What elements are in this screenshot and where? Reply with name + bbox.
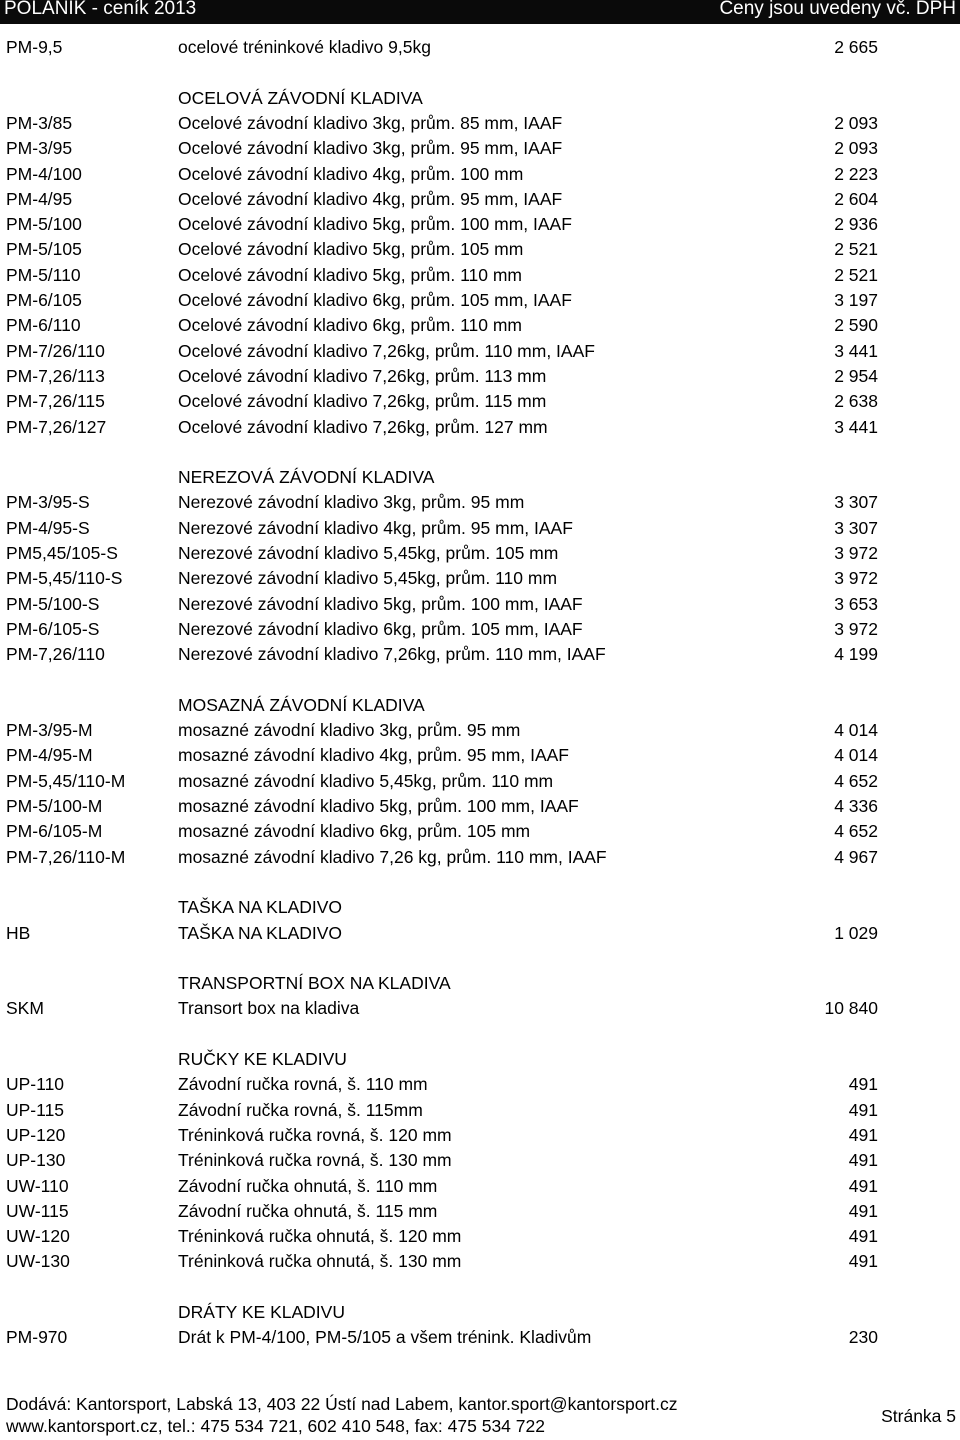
product-description: Tréninková ručka rovná, š. 120 mm: [178, 1124, 452, 1145]
product-price: 491: [848, 1200, 878, 1221]
table-row: [0, 262, 960, 288]
product-code: PM-6/105-S: [6, 618, 100, 639]
product-description: Nerezové závodní kladivo 5,45kg, prům. 105 mm: [178, 543, 559, 563]
product-description: Ocelové závodní kladivo 4kg, prům. 100 mm: [178, 163, 524, 184]
product-price: 4 652: [834, 770, 878, 791]
product-description: Závodní ručka ohnutá, š. 115 mm: [178, 1200, 438, 1221]
table-row: [0, 515, 960, 541]
product-price: 491: [848, 1099, 878, 1120]
table-row: [0, 540, 960, 566]
product-code: PM-4/100: [6, 163, 82, 184]
product-description: mosazné závodní kladivo 3kg, prům. 95 mm: [178, 720, 521, 741]
product-price: 2 665: [834, 37, 878, 57]
product-price: 2 590: [834, 315, 878, 336]
product-code: PM-3/95-M: [6, 720, 93, 741]
vat-note: Ceny jsou uvedeny vč. DPH: [719, 0, 956, 19]
section-title: TAŠKA NA KLADIVO: [178, 897, 343, 918]
table-row: [0, 1173, 960, 1199]
product-description: mosazné závodní kladivo 5,45kg, prům. 110 mm: [178, 770, 554, 791]
product-price: 3 307: [834, 517, 878, 538]
product-description: Ocelové závodní kladivo 3kg, prům. 85 mm, IAAF: [178, 112, 563, 133]
product-price: 3 972: [834, 543, 878, 563]
table-row: [0, 1097, 960, 1123]
product-code: PM-5/105: [6, 239, 82, 260]
product-description: mosazné závodní kladivo 7,26 kg, prům. 110 mm, IAAF: [178, 846, 607, 867]
product-code: PM-3/95-S: [6, 492, 90, 513]
product-price: 2 223: [834, 163, 878, 184]
product-description: Nerezové závodní kladivo 6kg, prům. 105 mm, IAAF: [178, 618, 583, 639]
table-row: [0, 287, 960, 313]
product-code: PM-4/95-M: [6, 745, 93, 766]
product-code: PM-3/95: [6, 138, 73, 159]
product-code: PM-5/100-S: [6, 593, 100, 614]
product-code: UP-120: [6, 1124, 66, 1145]
product-price: 491: [848, 1074, 878, 1095]
product-price: 2 954: [834, 365, 878, 386]
product-description: Ocelové závodní kladivo 7,26kg, prům. 113 mm: [178, 365, 547, 386]
product-price: 491: [848, 1226, 878, 1247]
product-description: Drát k PM-4/100, PM-5/105 a všem trénink. Kladivům: [178, 1327, 592, 1348]
section-title: TRANSPORTNÍ BOX NA KLADIVA: [178, 973, 451, 994]
supplier-address: Dodává: Kantorsport, Labská 13, 403 22 Ústí nad Labem, kantor.sport@kantorsport.cz: [6, 1394, 678, 1414]
product-price: 3 441: [834, 416, 878, 437]
product-code: UP-115: [6, 1099, 65, 1120]
product-price: 4 199: [834, 644, 878, 665]
product-code: PM-7,26/113: [6, 365, 105, 386]
table-row: [0, 489, 960, 515]
product-code: PM-7,26/110-M: [6, 846, 126, 867]
table-row: [0, 338, 960, 364]
product-description: Transort box na kladiva: [178, 998, 360, 1019]
product-code: HB: [6, 922, 31, 943]
product-description: Tréninková ručka rovná, š. 130 mm: [178, 1150, 452, 1171]
product-description: TAŠKA NA KLADIVO: [178, 922, 343, 943]
table-row: [0, 363, 960, 389]
product-description: Ocelové závodní kladivo 5kg, prům. 105 mm: [178, 239, 524, 260]
product-price: 3 972: [834, 568, 878, 589]
table-row: [0, 236, 960, 262]
product-price: 3 441: [834, 340, 878, 361]
product-price: 2 521: [834, 264, 878, 285]
table-row: [0, 920, 960, 946]
table-row: [0, 717, 960, 743]
product-price: 3 972: [834, 618, 878, 639]
product-price: 2 638: [834, 391, 878, 412]
product-price: 3 197: [834, 290, 878, 310]
product-code: PM-970: [6, 1327, 68, 1348]
table-row: [0, 1248, 960, 1274]
product-description: Ocelové závodní kladivo 7,26kg, prům. 110 mm, IAAF: [178, 340, 595, 361]
product-description: Nerezové závodní kladivo 7,26kg, prům. 110 mm, IAAF: [178, 644, 606, 665]
product-code: UW-130: [6, 1251, 70, 1272]
product-code: PM5,45/105-S: [6, 543, 118, 563]
product-code: PM-5,45/110-S: [6, 568, 123, 589]
product-price: 3 653: [834, 593, 878, 614]
pricelist-title: POLANIK - ceník 2013: [4, 0, 197, 19]
product-description: Nerezové závodní kladivo 5kg, prům. 100 mm, IAAF: [178, 593, 583, 614]
table-row: [0, 641, 960, 667]
product-description: Ocelové závodní kladivo 3kg, prům. 95 mm, IAAF: [178, 138, 563, 159]
product-price: 491: [848, 1124, 878, 1145]
product-description: mosazné závodní kladivo 5kg, prům. 100 mm, IAAF: [178, 796, 579, 816]
table-row: [0, 768, 960, 794]
table-row: [0, 565, 960, 591]
table-row: [0, 135, 960, 161]
product-description: Ocelové závodní kladivo 7,26kg, prům. 115 mm: [178, 391, 547, 412]
table-row: [0, 1324, 960, 1350]
product-price: 2 521: [834, 239, 878, 260]
product-code: UW-110: [6, 1175, 69, 1196]
page-header: [0, 0, 960, 24]
product-description: Ocelové závodní kladivo 5kg, prům. 100 mm, IAAF: [178, 214, 572, 235]
product-price: 2 936: [834, 214, 878, 235]
product-code: PM-6/110: [6, 315, 81, 336]
product-price: 4 652: [834, 821, 878, 842]
table-row: [0, 818, 960, 844]
product-code: PM-5/100: [6, 214, 82, 235]
section-title: DRÁTY KE KLADIVU: [178, 1302, 345, 1322]
product-price: 4 967: [834, 846, 878, 867]
table-row: [0, 161, 960, 187]
product-description: mosazné závodní kladivo 6kg, prům. 105 mm: [178, 821, 531, 842]
product-description: mosazné závodní kladivo 4kg, prům. 95 mm, IAAF: [178, 745, 569, 766]
table-row: [0, 793, 960, 819]
product-description: Tréninková ručka ohnutá, š. 130 mm: [178, 1251, 462, 1272]
supplier-contacts: www.kantorsport.cz, tel.: 475 534 721, 602 410 548, fax: 475 534 722: [6, 1416, 545, 1436]
product-description: Nerezové závodní kladivo 3kg, prům. 95 mm: [178, 492, 525, 513]
section-title: NEREZOVÁ ZÁVODNÍ KLADIVA: [178, 467, 435, 488]
product-price: 230: [848, 1327, 878, 1348]
product-price: 491: [848, 1150, 878, 1171]
table-row: [0, 1122, 960, 1148]
product-price: 491: [848, 1251, 878, 1272]
table-row: [0, 34, 960, 60]
product-description: Ocelové závodní kladivo 6kg, prům. 105 mm, IAAF: [178, 290, 572, 310]
product-description: Ocelové závodní kladivo 5kg, prům. 110 mm: [178, 264, 523, 285]
product-code: PM-5,45/110-M: [6, 770, 126, 791]
product-code: PM-7/26/110: [6, 340, 105, 361]
product-description: Závodní ručka rovná, š. 115mm: [178, 1099, 423, 1120]
section-title: MOSAZNÁ ZÁVODNÍ KLADIVA: [178, 694, 425, 715]
product-price: 4 014: [834, 745, 878, 766]
table-row: [0, 844, 960, 870]
product-price: 1 029: [834, 922, 878, 943]
table-row: [0, 1198, 960, 1224]
product-description: Závodní ručka ohnutá, š. 110 mm: [178, 1175, 438, 1196]
product-description: Nerezové závodní kladivo 5,45kg, prům. 110 mm: [178, 568, 558, 589]
section-title: OCELOVÁ ZÁVODNÍ KLADIVA: [178, 87, 423, 108]
product-code: UW-115: [6, 1200, 69, 1221]
product-code: PM-4/95: [6, 188, 73, 209]
product-description: ocelové tréninkové kladivo 9,5kg: [178, 37, 431, 57]
table-row: [0, 616, 960, 642]
product-description: Tréninková ručka ohnutá, š. 120 mm: [178, 1226, 462, 1247]
product-price: 10 840: [824, 998, 878, 1019]
product-description: Ocelové závodní kladivo 7,26kg, prům. 127 mm: [178, 416, 548, 437]
table-row: [0, 186, 960, 212]
product-price: 2 604: [834, 188, 878, 209]
product-description: Ocelové závodní kladivo 6kg, prům. 110 mm: [178, 315, 523, 336]
table-row: [0, 742, 960, 768]
product-code: PM-7,26/115: [6, 391, 105, 412]
table-row: [0, 1147, 960, 1173]
product-code: SKM: [6, 998, 44, 1019]
table-row: [0, 591, 960, 617]
product-price: 491: [848, 1175, 878, 1196]
product-description: Nerezové závodní kladivo 4kg, prům. 95 mm, IAAF: [178, 517, 573, 538]
product-code: PM-7,26/110: [6, 644, 105, 665]
product-description: Závodní ručka rovná, š. 110 mm: [178, 1074, 428, 1095]
table-row: [0, 211, 960, 237]
product-code: UW-120: [6, 1226, 70, 1247]
product-price: 4 014: [834, 720, 878, 741]
section-title: RUČKY KE KLADIVU: [178, 1049, 347, 1069]
product-price: 4 336: [834, 796, 878, 816]
product-code: PM-3/85: [6, 112, 73, 133]
product-code: PM-7,26/127: [6, 416, 107, 437]
product-code: UP-130: [6, 1150, 66, 1171]
product-price: 2 093: [834, 112, 878, 133]
page-number: Stránka 5: [881, 1406, 956, 1426]
product-code: UP-110: [6, 1074, 65, 1095]
table-row: [0, 312, 960, 338]
product-description: Ocelové závodní kladivo 4kg, prům. 95 mm, IAAF: [178, 188, 563, 209]
product-code: PM-4/95-S: [6, 517, 90, 538]
product-code: PM-9,5: [6, 37, 63, 57]
product-code: PM-5/100-M: [6, 796, 103, 816]
table-row: [0, 110, 960, 136]
table-row: [0, 414, 960, 440]
product-code: PM-6/105-M: [6, 821, 103, 842]
product-price: 3 307: [834, 492, 878, 513]
page-footer: [0, 1392, 960, 1440]
table-row: [0, 388, 960, 414]
table-row: [0, 1223, 960, 1249]
product-code: PM-5/110: [6, 264, 81, 285]
product-price: 2 093: [834, 138, 878, 159]
table-row: [0, 1071, 960, 1097]
table-row: [0, 995, 960, 1021]
product-code: PM-6/105: [6, 290, 82, 310]
